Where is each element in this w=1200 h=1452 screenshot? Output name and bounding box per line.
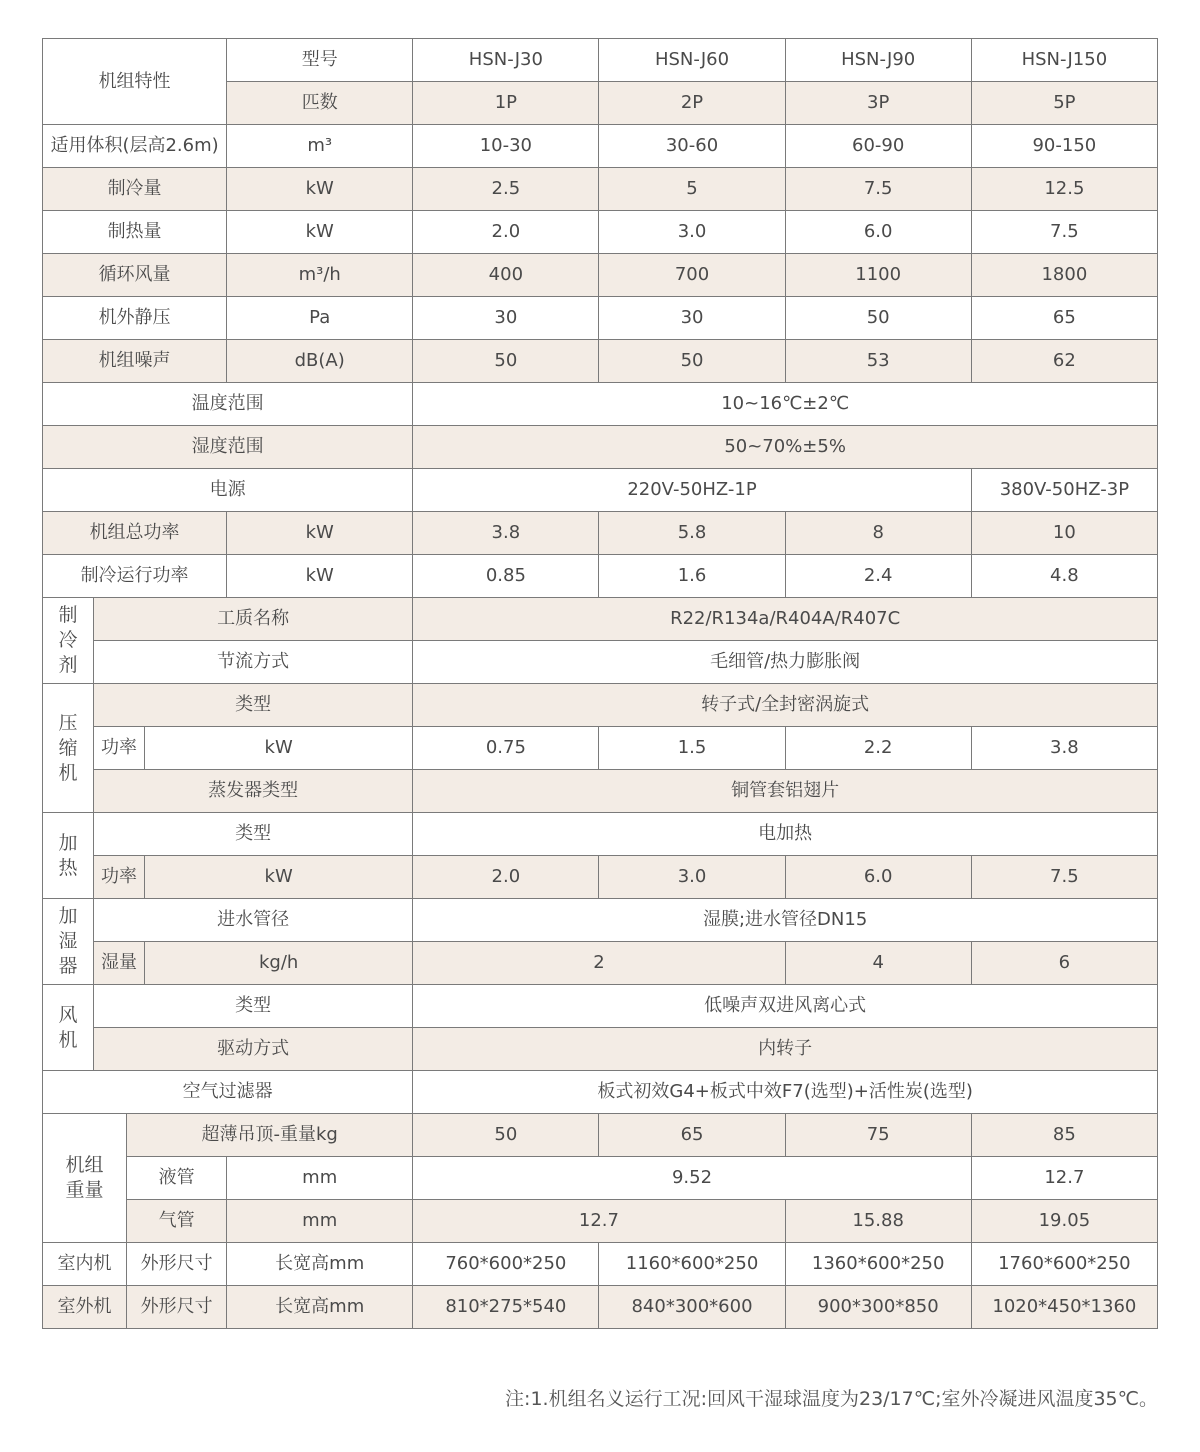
value-cell: 30	[599, 297, 785, 340]
value-cell: 7.5	[971, 856, 1157, 899]
value-cell: 1160*600*250	[599, 1243, 785, 1286]
heater-type-label: 类型	[94, 813, 413, 856]
air-filter-value: 板式初效G4+板式中效F7(选型)+活性炭(选型)	[413, 1071, 1158, 1114]
spec-table	[42, 38, 1158, 1329]
value-cell: 5.8	[599, 512, 785, 555]
humid-amount-label: 湿量	[94, 942, 145, 985]
indoor-label: 室内机	[43, 1243, 127, 1286]
fan-group-label: 风机	[43, 985, 94, 1071]
air-filter-label: 空气过滤器	[43, 1071, 413, 1114]
value-cell: 50	[599, 340, 785, 383]
row-drive	[43, 1028, 1158, 1071]
inlet-pipe-label: 进水管径	[94, 899, 413, 942]
value-cell: 3.8	[413, 512, 599, 555]
humid-amount-unit: kg/h	[145, 942, 413, 985]
heater-group-label: 加热	[43, 813, 94, 899]
compressor-power-unit: kW	[145, 727, 413, 770]
heater-power-unit: kW	[145, 856, 413, 899]
ceiling-weight-label: 超薄吊顶-重量kg	[127, 1114, 413, 1157]
indoor-dims-unit: 长宽高mm	[227, 1243, 413, 1286]
volume-unit: m³	[227, 125, 413, 168]
row-temp-range	[43, 383, 1158, 426]
outdoor-dims-label: 外形尺寸	[127, 1286, 227, 1329]
value-cell: 62	[971, 340, 1157, 383]
model-label: 型号	[227, 39, 413, 82]
row-static-pressure	[43, 297, 1158, 340]
heater-power-label: 功率	[94, 856, 145, 899]
value-cell: 85	[971, 1114, 1157, 1157]
row-model	[43, 39, 1158, 82]
compressor-power-label: 功率	[94, 727, 145, 770]
row-inlet-pipe	[43, 899, 1158, 942]
row-outdoor	[43, 1286, 1158, 1329]
value-cell: 53	[785, 340, 971, 383]
gas-pipe-unit: mm	[227, 1200, 413, 1243]
value-cell: 12.7	[413, 1200, 785, 1243]
total-power-unit: kW	[227, 512, 413, 555]
airflow-unit: m³/h	[227, 254, 413, 297]
value-cell: 65	[971, 297, 1157, 340]
value-cell: 9.52	[413, 1157, 971, 1200]
value-cell: 1.6	[599, 555, 785, 598]
cooling-unit: kW	[227, 168, 413, 211]
value-cell: 0.85	[413, 555, 599, 598]
row-fan-type	[43, 985, 1158, 1028]
value-cell: 1800	[971, 254, 1157, 297]
value-cell: 7.5	[785, 168, 971, 211]
value-cell: 1020*450*1360	[971, 1286, 1157, 1329]
hp-cell: 2P	[599, 82, 785, 125]
model-cell: HSN-J90	[785, 39, 971, 82]
gas-pipe-label: 气管	[127, 1200, 227, 1243]
value-cell: 1360*600*250	[785, 1243, 971, 1286]
row-total-power	[43, 512, 1158, 555]
row-volume	[43, 125, 1158, 168]
value-cell: 400	[413, 254, 599, 297]
model-cell: HSN-J150	[971, 39, 1157, 82]
value-cell: 0.75	[413, 727, 599, 770]
liquid-pipe-unit: mm	[227, 1157, 413, 1200]
value-cell: 50	[413, 340, 599, 383]
value-cell: 12.7	[971, 1157, 1157, 1200]
unit-weight-group-label: 机组重量	[43, 1114, 127, 1243]
fan-type-value: 低噪声双进风离心式	[413, 985, 1158, 1028]
working-fluid-value: R22/R134a/R404A/R407C	[413, 598, 1158, 641]
row-cool-run-power	[43, 555, 1158, 598]
row-heater-type	[43, 813, 1158, 856]
humidifier-group-label: 加湿器	[43, 899, 94, 985]
throttle-label: 节流方式	[94, 641, 413, 684]
model-cell: HSN-J60	[599, 39, 785, 82]
row-power-supply	[43, 469, 1158, 512]
value-cell: 8	[785, 512, 971, 555]
value-cell: 75	[785, 1114, 971, 1157]
value-cell: 2.4	[785, 555, 971, 598]
volume-label: 适用体积(层高2.6m)	[43, 125, 227, 168]
value-cell: 6.0	[785, 211, 971, 254]
hp-cell: 1P	[413, 82, 599, 125]
airflow-label: 循环风量	[43, 254, 227, 297]
value-cell: 1100	[785, 254, 971, 297]
value-cell: 760*600*250	[413, 1243, 599, 1286]
hp-cell: 5P	[971, 82, 1157, 125]
evaporator-value: 铜管套铝翅片	[413, 770, 1158, 813]
row-ceiling-weight	[43, 1114, 1158, 1157]
model-cell: HSN-J30	[413, 39, 599, 82]
value-cell: 65	[599, 1114, 785, 1157]
value-cell: 7.5	[971, 211, 1157, 254]
value-cell: 30	[413, 297, 599, 340]
row-heater-power	[43, 856, 1158, 899]
row-humid-amount	[43, 942, 1158, 985]
indoor-dims-label: 外形尺寸	[127, 1243, 227, 1286]
heating-unit: kW	[227, 211, 413, 254]
noise-unit: dB(A)	[227, 340, 413, 383]
unit-props-header: 机组特性	[43, 39, 227, 125]
temp-range-value: 10~16℃±2℃	[413, 383, 1158, 426]
row-heating	[43, 211, 1158, 254]
static-pressure-label: 机外静压	[43, 297, 227, 340]
row-throttle	[43, 641, 1158, 684]
value-cell: 810*275*540	[413, 1286, 599, 1329]
fan-type-label: 类型	[94, 985, 413, 1028]
value-cell: 6	[971, 942, 1157, 985]
value-cell: 15.88	[785, 1200, 971, 1243]
value-cell: 50	[785, 297, 971, 340]
value-cell: 2.5	[413, 168, 599, 211]
cool-run-power-label: 制冷运行功率	[43, 555, 227, 598]
row-cooling	[43, 168, 1158, 211]
outdoor-label: 室外机	[43, 1286, 127, 1329]
value-cell: 6.0	[785, 856, 971, 899]
row-airflow	[43, 254, 1158, 297]
heating-label: 制热量	[43, 211, 227, 254]
working-fluid-label: 工质名称	[94, 598, 413, 641]
outdoor-dims-unit: 长宽高mm	[227, 1286, 413, 1329]
row-air-filter	[43, 1071, 1158, 1114]
value-cell: 19.05	[971, 1200, 1157, 1243]
row-humidity-range	[43, 426, 1158, 469]
power-supply-value: 380V-50HZ-3P	[971, 469, 1157, 512]
drive-value: 内转子	[413, 1028, 1158, 1071]
value-cell: 3.8	[971, 727, 1157, 770]
cooling-label: 制冷量	[43, 168, 227, 211]
value-cell: 2.0	[413, 856, 599, 899]
row-compressor-type	[43, 684, 1158, 727]
value-cell: 3.0	[599, 211, 785, 254]
row-liquid-pipe	[43, 1157, 1158, 1200]
hp-label: 匹数	[227, 82, 413, 125]
compressor-group-label: 压缩机	[43, 684, 94, 813]
footnote: 注:1.机组名义运行工况:回风干湿球温度为23/17℃;室外冷凝进风温度35℃。	[505, 1388, 1158, 1410]
value-cell: 50	[413, 1114, 599, 1157]
row-compressor-power	[43, 727, 1158, 770]
value-cell: 3.0	[599, 856, 785, 899]
row-gas-pipe	[43, 1200, 1158, 1243]
value-cell: 2.0	[413, 211, 599, 254]
value-cell: 10-30	[413, 125, 599, 168]
row-noise	[43, 340, 1158, 383]
value-cell: 4	[785, 942, 971, 985]
row-indoor	[43, 1243, 1158, 1286]
value-cell: 840*300*600	[599, 1286, 785, 1329]
static-pressure-unit: Pa	[227, 297, 413, 340]
inlet-pipe-value: 湿膜;进水管径DN15	[413, 899, 1158, 942]
liquid-pipe-label: 液管	[127, 1157, 227, 1200]
power-supply-label: 电源	[43, 469, 413, 512]
value-cell: 1760*600*250	[971, 1243, 1157, 1286]
temp-range-label: 温度范围	[43, 383, 413, 426]
power-supply-value: 220V-50HZ-1P	[413, 469, 971, 512]
value-cell: 1.5	[599, 727, 785, 770]
humidity-range-value: 50~70%±5%	[413, 426, 1158, 469]
heater-type-value: 电加热	[413, 813, 1158, 856]
value-cell: 700	[599, 254, 785, 297]
refrigerant-group-label: 制冷剂	[43, 598, 94, 684]
humidity-range-label: 湿度范围	[43, 426, 413, 469]
value-cell: 12.5	[971, 168, 1157, 211]
row-working-fluid	[43, 598, 1158, 641]
value-cell: 2.2	[785, 727, 971, 770]
value-cell: 4.8	[971, 555, 1157, 598]
cool-run-power-unit: kW	[227, 555, 413, 598]
value-cell: 30-60	[599, 125, 785, 168]
value-cell: 5	[599, 168, 785, 211]
value-cell: 10	[971, 512, 1157, 555]
compressor-type-value: 转子式/全封密涡旋式	[413, 684, 1158, 727]
compressor-type-label: 类型	[94, 684, 413, 727]
drive-label: 驱动方式	[94, 1028, 413, 1071]
evaporator-label: 蒸发器类型	[94, 770, 413, 813]
total-power-label: 机组总功率	[43, 512, 227, 555]
throttle-value: 毛细管/热力膨胀阀	[413, 641, 1158, 684]
value-cell: 900*300*850	[785, 1286, 971, 1329]
value-cell: 90-150	[971, 125, 1157, 168]
value-cell: 60-90	[785, 125, 971, 168]
noise-label: 机组噪声	[43, 340, 227, 383]
value-cell: 2	[413, 942, 785, 985]
row-evaporator	[43, 770, 1158, 813]
hp-cell: 3P	[785, 82, 971, 125]
